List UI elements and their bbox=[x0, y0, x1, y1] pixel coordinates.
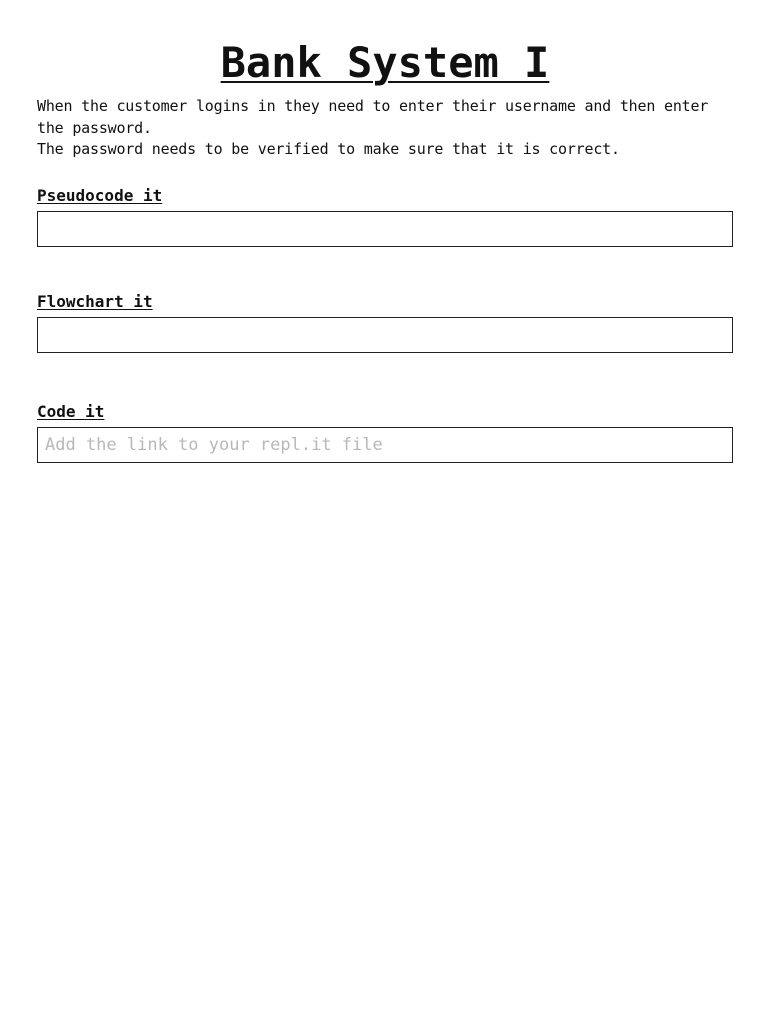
pseudocode-label: Pseudocode it bbox=[37, 186, 163, 205]
page-title: Bank System I bbox=[220, 38, 550, 87]
repl-link-input[interactable] bbox=[37, 427, 733, 463]
pseudocode-section bbox=[37, 186, 733, 247]
description-line: The password needs to be verified to make sure that it is correct. bbox=[37, 140, 620, 158]
flowchart-input[interactable] bbox=[37, 317, 733, 353]
code-section bbox=[37, 402, 733, 463]
task-description bbox=[37, 96, 733, 161]
pseudocode-input[interactable] bbox=[37, 211, 733, 247]
code-label: Code it bbox=[37, 402, 105, 421]
flowchart-label: Flowchart it bbox=[37, 292, 153, 311]
flowchart-section bbox=[37, 292, 733, 353]
description-line: When the customer logins in they need to enter their username and then enter the password. bbox=[37, 97, 709, 137]
worksheet-page bbox=[37, 0, 733, 421]
